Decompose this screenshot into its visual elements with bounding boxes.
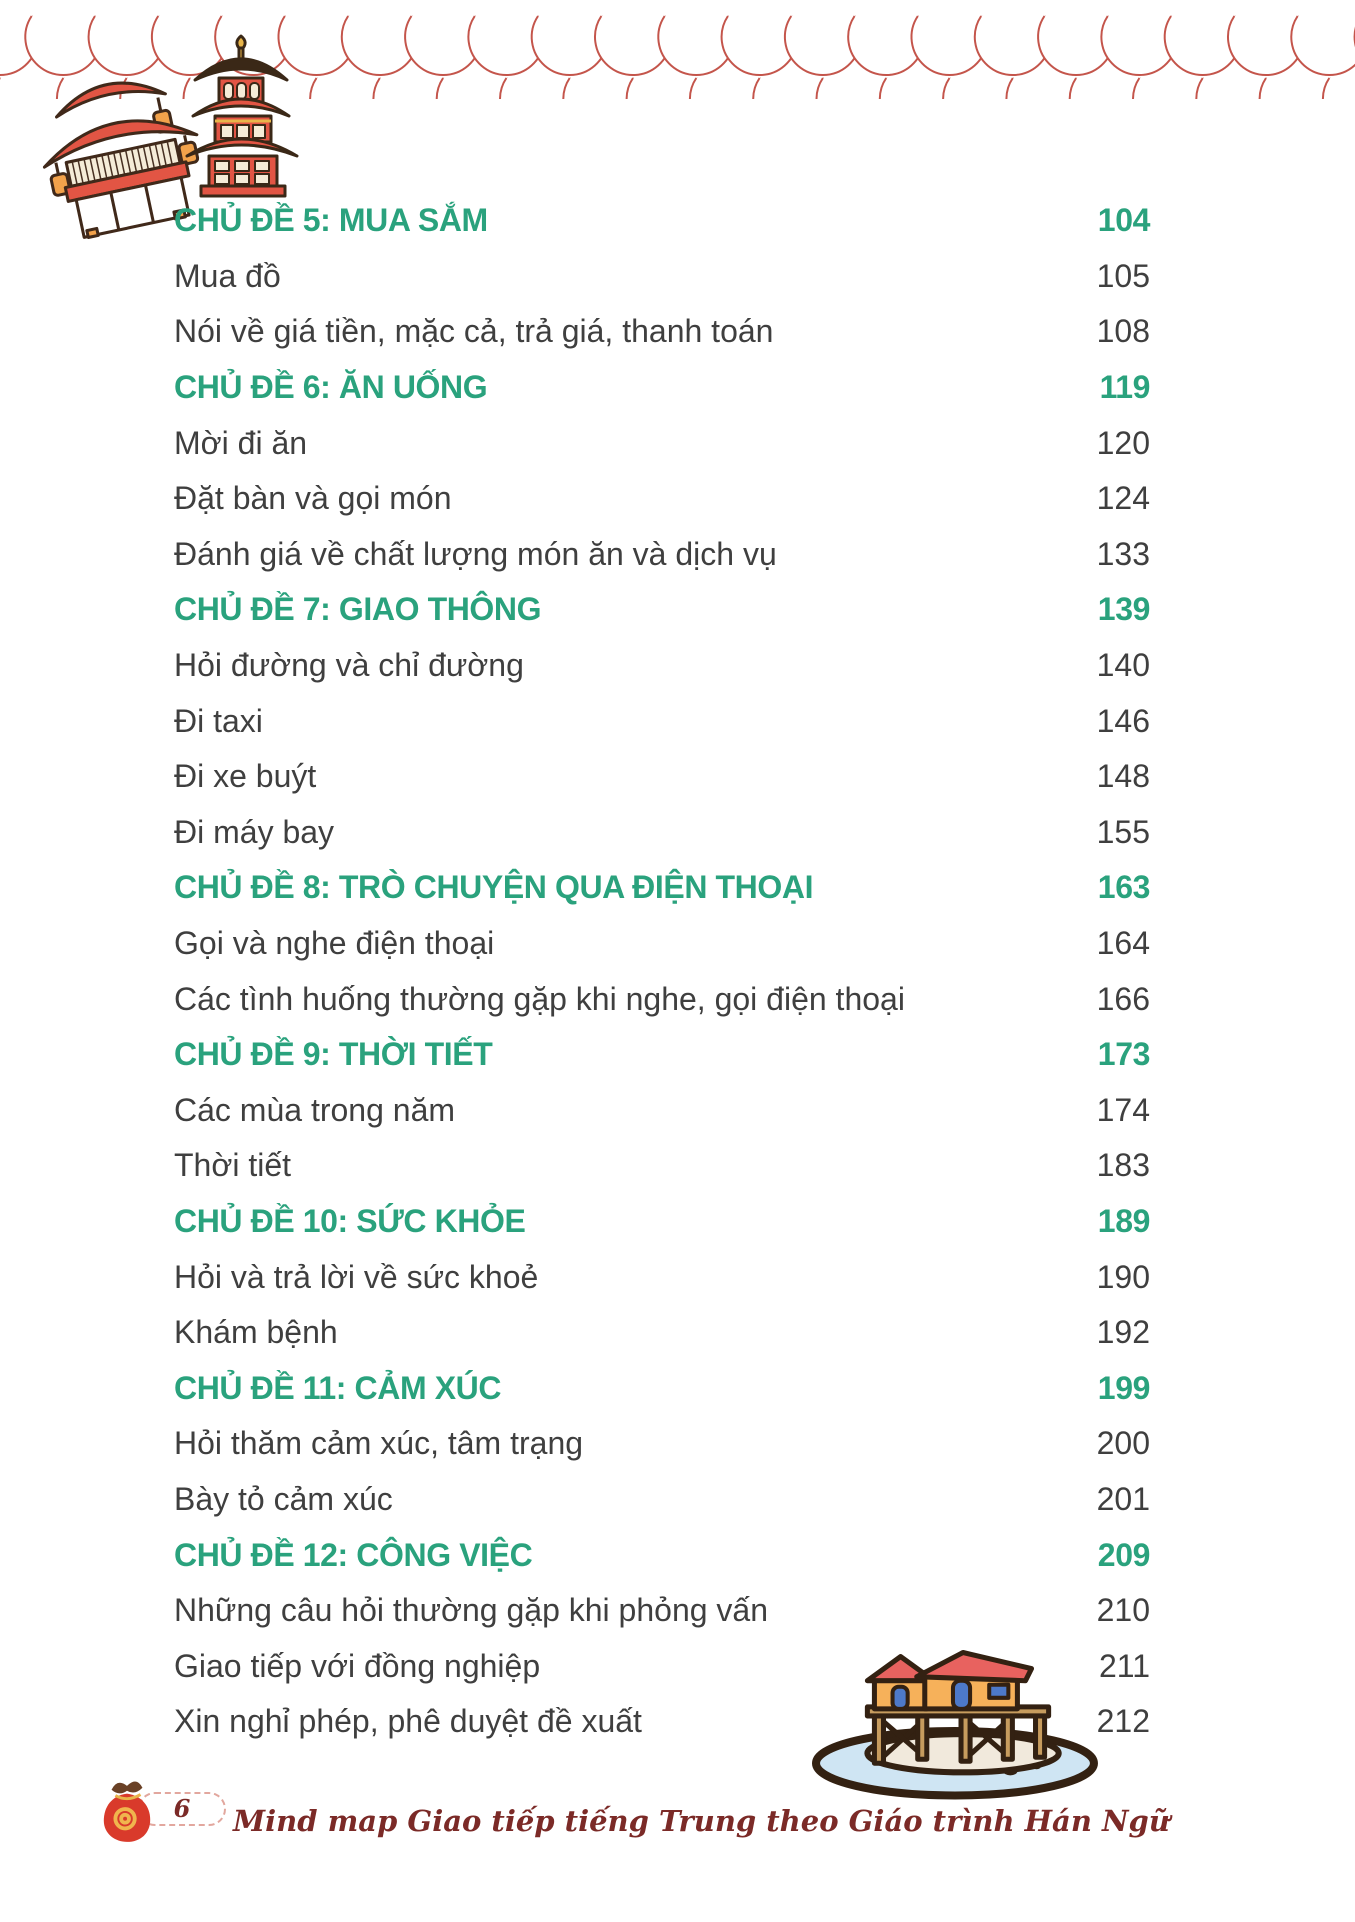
toc-entry-title: CHỦ ĐỀ 12: CÔNG VIỆC bbox=[174, 1536, 533, 1573]
toc-entry-page-number: 140 bbox=[1096, 647, 1150, 684]
toc-entry-page-number: 155 bbox=[1096, 813, 1150, 850]
toc-entry-title: Các mùa trong năm bbox=[174, 1091, 456, 1128]
toc-entry-page-number: 163 bbox=[1097, 869, 1150, 906]
toc-entry-page-number: 192 bbox=[1096, 1314, 1150, 1351]
toc-section-row bbox=[174, 1305, 1150, 1361]
toc-chapter-row bbox=[174, 860, 1150, 916]
toc-entry-title: Hỏi và trả lời về sức khoẻ bbox=[174, 1258, 539, 1295]
toc-entry-page-number: 173 bbox=[1097, 1036, 1150, 1073]
footer-page-number: 6 bbox=[173, 1794, 191, 1823]
toc-entry-page-number: 189 bbox=[1097, 1202, 1150, 1239]
toc-chapter-row bbox=[174, 1194, 1150, 1250]
toc-entry-page-number: 104 bbox=[1097, 202, 1150, 239]
toc-entry-title: Đặt bàn và gọi món bbox=[174, 480, 452, 517]
toc-chapter-row bbox=[174, 360, 1150, 416]
toc-entry-title: Đánh giá về chất lượng món ăn và dịch vụ bbox=[174, 535, 777, 572]
toc-entry-title: Giao tiếp với đồng nghiệp bbox=[174, 1647, 541, 1684]
toc-entry-title: Những câu hỏi thường gặp khi phỏng vấn bbox=[174, 1592, 769, 1629]
toc-entry-page-number: 105 bbox=[1096, 257, 1150, 294]
toc-entry-title: Các tình huống thường gặp khi nghe, gọi điện thoại bbox=[174, 980, 905, 1017]
toc-entry-title: CHỦ ĐỀ 11: CẢM XÚC bbox=[174, 1369, 502, 1406]
toc-entry-title: CHỦ ĐỀ 6: ĂN UỐNG bbox=[174, 369, 488, 406]
toc-section-row bbox=[174, 1249, 1150, 1305]
toc-entry-title: CHỦ ĐỀ 9: THỜI TIẾT bbox=[174, 1036, 493, 1073]
toc-entry-title: Mời đi ăn bbox=[174, 424, 308, 461]
toc-entry-title: Bày tỏ cảm xúc bbox=[174, 1480, 393, 1517]
toc-entry-page-number: 166 bbox=[1096, 980, 1150, 1017]
toc-entry-page-number: 120 bbox=[1096, 424, 1150, 461]
toc-section-row bbox=[174, 638, 1150, 694]
toc-entry-page-number: 146 bbox=[1096, 702, 1150, 739]
toc-entry-title: CHỦ ĐỀ 5: MUA SẮM bbox=[174, 202, 488, 239]
toc-entry-title: CHỦ ĐỀ 8: TRÒ CHUYỆN QUA ĐIỆN THOẠI bbox=[174, 869, 814, 906]
toc-entry-title: CHỦ ĐỀ 10: SỨC KHỎE bbox=[174, 1202, 526, 1239]
toc-section-row bbox=[174, 249, 1150, 305]
toc-entry-title: Đi taxi bbox=[174, 702, 263, 739]
toc-entry-title: Mua đồ bbox=[174, 257, 281, 294]
toc-section-row bbox=[174, 916, 1150, 972]
toc-entry-title: Đi xe buýt bbox=[174, 758, 317, 795]
toc-entry-page-number: 190 bbox=[1096, 1258, 1150, 1295]
toc-section-row bbox=[174, 1138, 1150, 1194]
table-of-contents bbox=[174, 193, 1150, 1750]
pagoda-right-icon bbox=[183, 34, 303, 200]
toc-section-row bbox=[174, 471, 1150, 527]
toc-entry-page-number: 200 bbox=[1096, 1425, 1150, 1462]
toc-entry-title: Thời tiết bbox=[174, 1147, 292, 1184]
toc-entry-title: Khám bệnh bbox=[174, 1314, 338, 1351]
toc-entry-page-number: 210 bbox=[1096, 1592, 1150, 1629]
toc-entry-title: Đi máy bay bbox=[174, 813, 335, 850]
toc-chapter-row bbox=[174, 582, 1150, 638]
toc-section-row bbox=[174, 971, 1150, 1027]
lucky-bag-icon bbox=[98, 1778, 156, 1844]
toc-entry-page-number: 108 bbox=[1096, 313, 1150, 350]
toc-entry-page-number: 199 bbox=[1097, 1369, 1150, 1406]
toc-entry-page-number: 201 bbox=[1096, 1480, 1150, 1517]
toc-entry-title: Gọi và nghe điện thoại bbox=[174, 925, 495, 962]
toc-entry-page-number: 164 bbox=[1096, 925, 1150, 962]
toc-section-row bbox=[174, 1583, 1150, 1639]
toc-section-row bbox=[174, 527, 1150, 583]
toc-entry-title: Xin nghỉ phép, phê duyệt đề xuất bbox=[174, 1703, 642, 1740]
toc-section-row bbox=[174, 805, 1150, 861]
toc-chapter-row bbox=[174, 193, 1150, 249]
toc-section-row bbox=[174, 415, 1150, 471]
toc-entry-page-number: 119 bbox=[1099, 369, 1150, 406]
toc-entry-page-number: 209 bbox=[1097, 1536, 1150, 1573]
toc-section-row bbox=[174, 304, 1150, 360]
toc-entry-title: CHỦ ĐỀ 7: GIAO THÔNG bbox=[174, 591, 542, 628]
toc-entry-title: Nói về giá tiền, mặc cả, trả giá, thanh toán bbox=[174, 313, 774, 350]
toc-entry-page-number: 174 bbox=[1096, 1091, 1150, 1128]
toc-entry-page-number: 139 bbox=[1097, 591, 1150, 628]
toc-entry-page-number: 124 bbox=[1096, 480, 1150, 517]
toc-entry-page-number: 211 bbox=[1098, 1647, 1150, 1684]
toc-entry-page-number: 133 bbox=[1096, 535, 1150, 572]
toc-chapter-row bbox=[174, 1027, 1150, 1083]
toc-chapter-row bbox=[174, 1360, 1150, 1416]
toc-section-row bbox=[174, 1472, 1150, 1528]
toc-section-row bbox=[174, 749, 1150, 805]
toc-section-row bbox=[174, 693, 1150, 749]
toc-entry-page-number: 183 bbox=[1096, 1147, 1150, 1184]
stilt-house-icon bbox=[812, 1648, 1104, 1800]
footer-book-title: Mind map Giao tiếp tiếng Trung theo Giáo trình Hán Ngữ bbox=[233, 1804, 1170, 1838]
toc-entry-title: Hỏi đường và chỉ đường bbox=[174, 647, 524, 684]
toc-entry-page-number: 212 bbox=[1096, 1703, 1150, 1740]
toc-entry-title: Hỏi thăm cảm xúc, tâm trạng bbox=[174, 1425, 584, 1462]
toc-section-row bbox=[174, 1083, 1150, 1139]
toc-chapter-row bbox=[174, 1527, 1150, 1583]
toc-entry-page-number: 148 bbox=[1096, 758, 1150, 795]
toc-section-row bbox=[174, 1416, 1150, 1472]
